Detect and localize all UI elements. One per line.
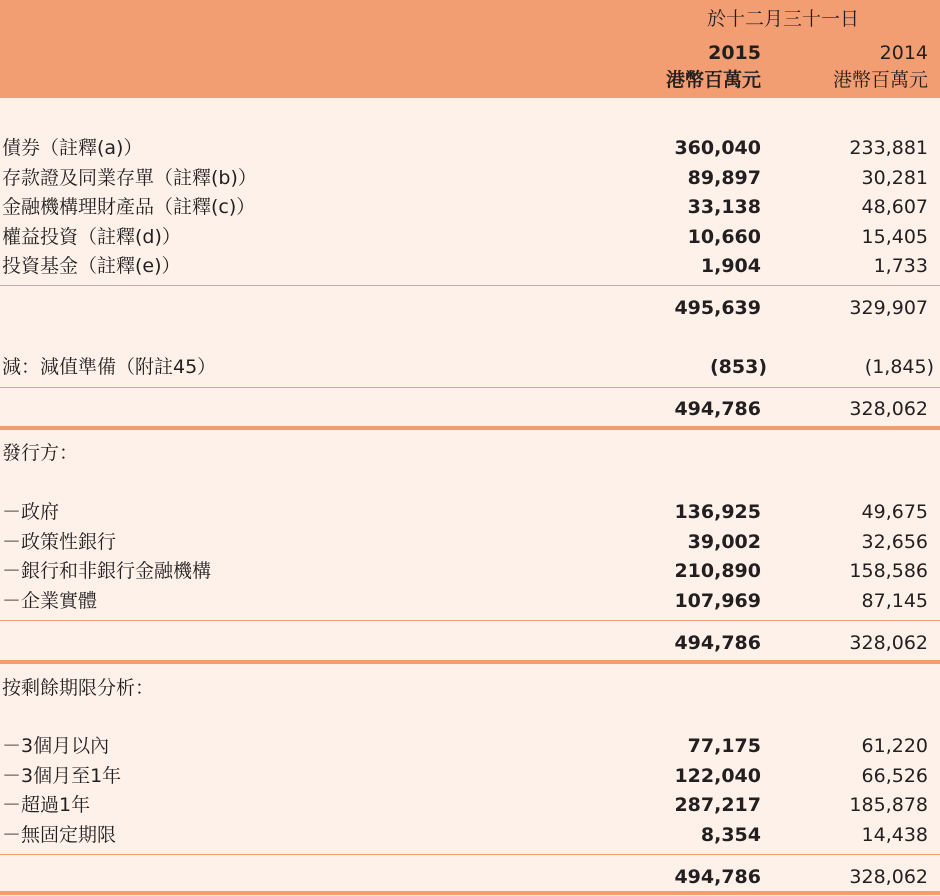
value-2014: 32,656 [861, 531, 928, 553]
divider [0, 285, 940, 286]
value-2014: 48,607 [861, 196, 928, 218]
divider [0, 854, 940, 855]
divider [0, 620, 940, 621]
impairment-2015: (853) [709, 356, 767, 378]
period-heading: 於十二月三十一日 [706, 8, 859, 30]
row-label: －政策性銀行 [2, 531, 117, 553]
value-2015: 287,217 [674, 794, 761, 816]
row-label: 存款證及同業存單（註釋(b)） [2, 167, 257, 189]
total-2014: 328,062 [849, 632, 928, 654]
value-2014: 61,220 [861, 735, 928, 757]
section-divider [0, 660, 940, 664]
value-2014: 15,405 [861, 226, 928, 248]
total-2014: 328,062 [849, 398, 928, 420]
value-2015: 1,904 [700, 255, 761, 277]
value-2015: 360,040 [674, 137, 761, 159]
row-label: 債券（註釋(a)） [2, 137, 143, 159]
total-2015: 494,786 [674, 398, 761, 420]
row-label: －銀行和非銀行金融機構 [2, 560, 212, 582]
row-label: 權益投資（註釋(d)） [2, 226, 181, 248]
column-2015-year: 2015 [708, 42, 761, 64]
value-2014: 66,526 [861, 765, 928, 787]
row-label: －3個月至1年 [2, 765, 122, 787]
row-label: －企業實體 [2, 590, 98, 612]
value-2015: 10,660 [687, 226, 761, 248]
subtotal-2015: 495,639 [674, 297, 761, 319]
value-2014: 233,881 [849, 137, 928, 159]
impairment-label: 減：減值準備（附註45） [2, 356, 217, 378]
value-2015: 39,002 [687, 531, 761, 553]
value-2015: 107,969 [674, 590, 761, 612]
value-2015: 122,040 [674, 765, 761, 787]
maturity-heading: 按剩餘期限分析： [2, 677, 155, 699]
total-2015: 494,786 [674, 866, 761, 888]
issuer-heading: 發行方： [2, 442, 79, 464]
subtotal-2014: 329,907 [849, 297, 928, 319]
value-2015: 210,890 [674, 560, 761, 582]
value-2015: 136,925 [674, 501, 761, 523]
value-2014: 30,281 [861, 167, 928, 189]
value-2014: 158,586 [849, 560, 928, 582]
divider [0, 387, 940, 388]
total-2015: 494,786 [674, 632, 761, 654]
total-2014: 328,062 [849, 866, 928, 888]
column-2015-unit: 港幣百萬元 [665, 69, 761, 91]
section-divider [0, 891, 940, 895]
value-2015: 8,354 [700, 824, 761, 846]
row-label: 投資基金（註釋(e)） [2, 255, 181, 277]
value-2014: 185,878 [849, 794, 928, 816]
row-label: －政府 [2, 501, 60, 523]
column-2014-year: 2014 [879, 42, 928, 64]
row-label: －無固定期限 [2, 824, 117, 846]
impairment-2014: (1,845) [864, 356, 934, 378]
section-divider [0, 426, 940, 430]
value-2015: 33,138 [687, 196, 761, 218]
value-2015: 77,175 [687, 735, 761, 757]
value-2014: 49,675 [861, 501, 928, 523]
table-header [0, 0, 940, 98]
row-label: －3個月以內 [2, 735, 110, 757]
value-2015: 89,897 [687, 167, 761, 189]
value-2014: 14,438 [861, 824, 928, 846]
row-label: －超過1年 [2, 794, 91, 816]
column-2014-unit: 港幣百萬元 [832, 69, 928, 91]
row-label: 金融機構理財產品（註釋(c)） [2, 196, 256, 218]
value-2014: 1,733 [873, 255, 928, 277]
value-2014: 87,145 [861, 590, 928, 612]
